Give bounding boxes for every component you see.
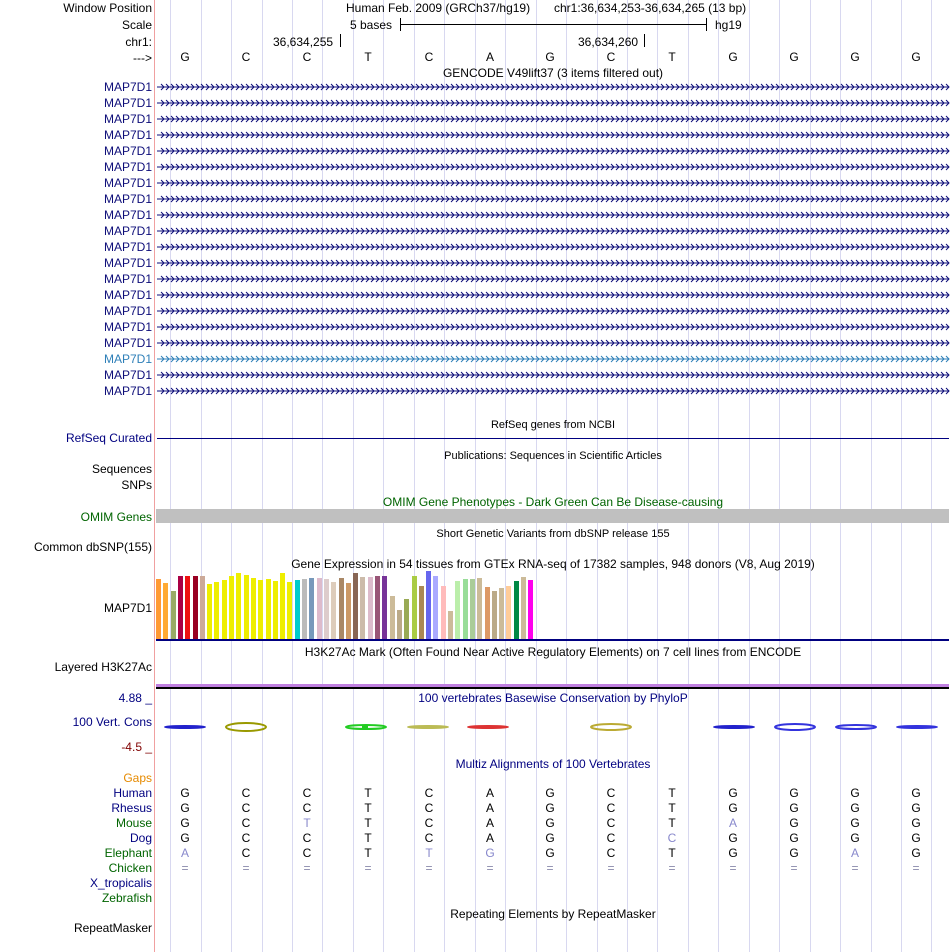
position-text: chr1:36,634,253-36,634,265 (13 bp)	[554, 1, 747, 15]
gencode-item-label[interactable]: MAP7D1	[103, 368, 152, 382]
gencode-item-label[interactable]: MAP7D1	[103, 144, 152, 158]
gencode-item-label[interactable]: MAP7D1	[103, 96, 152, 110]
alignment-base: C	[606, 801, 616, 815]
sequence-base: C	[302, 50, 312, 64]
alignment-base: G	[789, 801, 799, 815]
alignment-base: =	[425, 861, 433, 875]
gencode-item-label[interactable]: MAP7D1	[103, 336, 152, 350]
phylop-score-mark[interactable]	[226, 723, 266, 731]
alignment-base: T	[364, 846, 372, 860]
db-text: hg19	[715, 18, 742, 32]
alignment-base: C	[424, 816, 434, 830]
gencode-item-label[interactable]: MAP7D1	[103, 288, 152, 302]
assembly-text: Human Feb. 2009 (GRCh37/hg19)	[346, 1, 531, 15]
gencode-item-label[interactable]: MAP7D1	[103, 160, 152, 174]
alignment-base: C	[302, 831, 312, 845]
alignment-base: G	[180, 816, 190, 830]
phylop-score-mark[interactable]	[775, 724, 815, 730]
alignment-base: G	[545, 816, 555, 830]
alignment-base: G	[180, 786, 190, 800]
alignment-base: G	[485, 846, 495, 860]
phylop-score-mark[interactable]	[165, 726, 205, 728]
phylop-score-mark[interactable]	[362, 725, 368, 729]
alignment-base: G	[850, 816, 860, 830]
gencode-item-label[interactable]: MAP7D1	[103, 240, 152, 254]
coord-left: 36,634,255	[273, 35, 334, 49]
alignment-base: =	[912, 861, 920, 875]
alignment-base: T	[364, 801, 372, 815]
phylop-title[interactable]: 100 vertebrates Basewise Conservation by PhyloP	[418, 691, 688, 705]
sequence-base: G	[728, 50, 738, 64]
alignment-base: C	[302, 801, 312, 815]
alignment-base: A	[485, 831, 494, 845]
alignment-base: G	[545, 831, 555, 845]
alignment-base: T	[364, 816, 372, 830]
scale-label: Scale	[121, 18, 152, 32]
alignment-base: =	[607, 861, 615, 875]
alignment-base: =	[851, 861, 859, 875]
phylop-score-mark[interactable]	[468, 726, 508, 728]
alignment-base: T	[364, 831, 372, 845]
alignment-base: C	[241, 801, 251, 815]
alignment-base: G	[789, 846, 799, 860]
alignment-base: C	[667, 831, 677, 845]
gencode-item-label[interactable]: MAP7D1	[103, 352, 152, 366]
alignment-base: =	[668, 861, 676, 875]
sequence-base: T	[668, 50, 676, 64]
alignment-base: A	[485, 801, 494, 815]
refseq-title[interactable]: RefSeq genes from NCBI	[490, 419, 616, 431]
h3k27ac-title[interactable]: H3K27Ac Mark (Often Found Near Active Regulatory Elements) on 7 cell lines from ENCODE	[304, 645, 802, 659]
sequence-base: G	[850, 50, 860, 64]
dbsnp-label[interactable]: Common dbSNP(155)	[33, 540, 152, 554]
phylop-score-mark[interactable]	[714, 726, 754, 728]
window-position-label: Window Position	[63, 1, 152, 15]
sequence-base: C	[424, 50, 434, 64]
strand-label: --->	[133, 51, 152, 65]
alignment-base: T	[668, 786, 676, 800]
publications-label[interactable]: Sequences	[91, 462, 152, 476]
multiz-title[interactable]: Multiz Alignments of 100 Vertebrates	[455, 757, 651, 771]
phylop-min-label: -4.5 _	[121, 740, 152, 754]
gencode-item-label[interactable]: MAP7D1	[103, 224, 152, 238]
alignment-base: A	[850, 846, 859, 860]
sequence-base: G	[911, 50, 921, 64]
gencode-item-label[interactable]: MAP7D1	[103, 384, 152, 398]
phylop-label[interactable]: 100 Vert. Cons	[72, 715, 152, 729]
dbsnp-title[interactable]: Short Genetic Variants from dbSNP release 155	[436, 528, 670, 540]
alignment-base: C	[606, 831, 616, 845]
alignment-base: =	[729, 861, 737, 875]
alignment-base: A	[180, 846, 189, 860]
alignment-base: C	[424, 831, 434, 845]
alignment-base: C	[241, 816, 251, 830]
alignment-base: =	[181, 861, 189, 875]
species-label[interactable]: Human	[113, 786, 152, 800]
gencode-item-label[interactable]: MAP7D1	[103, 80, 152, 94]
alignment-base: T	[668, 801, 676, 815]
alignment-base: G	[911, 831, 921, 845]
alignment-base: G	[180, 831, 190, 845]
alignment-base: T	[668, 816, 676, 830]
gencode-item-label[interactable]: MAP7D1	[103, 128, 152, 142]
alignment-base: T	[425, 846, 433, 860]
alignment-base: T	[668, 846, 676, 860]
alignment-base: G	[911, 801, 921, 815]
publications-title[interactable]: Publications: Sequences in Scientific Articles	[444, 450, 662, 462]
refseq-label[interactable]: RefSeq Curated	[65, 431, 152, 445]
alignment-base: =	[303, 861, 311, 875]
alignment-base: C	[302, 786, 312, 800]
gtex-title[interactable]: Gene Expression in 54 tissues from GTEx RNA-seq of 17382 samples, 948 donors (V8, Aug 2019)	[291, 557, 815, 571]
species-label[interactable]: Dog	[129, 831, 152, 845]
species-label[interactable]: Rhesus	[111, 801, 152, 815]
alignment-base: =	[242, 861, 250, 875]
phylop-score-mark[interactable]	[408, 726, 448, 728]
coord-right: 36,634,260	[578, 35, 639, 49]
sequence-base: T	[364, 50, 372, 64]
alignment-base: C	[424, 786, 434, 800]
gencode-item-label[interactable]: MAP7D1	[103, 320, 152, 334]
h3k27ac-label[interactable]: Layered H3K27Ac	[54, 660, 152, 674]
gencode-item-label[interactable]: MAP7D1	[103, 112, 152, 126]
alignment-base: C	[606, 816, 616, 830]
alignment-base: G	[728, 801, 738, 815]
alignment-base: =	[790, 861, 798, 875]
omim-label[interactable]: OMIM Genes	[80, 510, 152, 524]
alignment-base: A	[728, 816, 737, 830]
species-label[interactable]: Zebrafish	[101, 891, 152, 905]
omim-title[interactable]: OMIM Gene Phenotypes - Dark Green Can Be Disease-causing	[382, 495, 724, 509]
alignment-base: C	[606, 846, 616, 860]
alignment-base: T	[364, 786, 372, 800]
alignment-base: G	[789, 786, 799, 800]
species-label[interactable]: Mouse	[115, 816, 152, 830]
alignment-base: C	[241, 846, 251, 860]
alignment-base: C	[241, 831, 251, 845]
gaps-label[interactable]: Gaps	[123, 771, 152, 785]
alignment-base: =	[486, 861, 494, 875]
alignment-base: G	[850, 786, 860, 800]
alignment-base: G	[850, 801, 860, 815]
alignment-base: G	[789, 816, 799, 830]
alignment-base: G	[850, 831, 860, 845]
gencode-item-label[interactable]: MAP7D1	[103, 256, 152, 270]
gencode-item-label[interactable]: MAP7D1	[103, 304, 152, 318]
sequence-base: C	[241, 50, 251, 64]
chrom-label: chr1:	[125, 35, 152, 49]
alignment-base: G	[911, 846, 921, 860]
alignment-base: A	[485, 816, 494, 830]
species-label[interactable]: Chicken	[108, 861, 152, 875]
alignment-base: C	[424, 801, 434, 815]
alignment-base: G	[545, 786, 555, 800]
alignment-base: A	[485, 786, 494, 800]
alignment-base: G	[728, 846, 738, 860]
phylop-score-mark[interactable]	[897, 726, 937, 728]
alignment-base: G	[789, 831, 799, 845]
gencode-item-label[interactable]: MAP7D1	[103, 192, 152, 206]
gencode-title[interactable]: GENCODE V49lift37 (3 items filtered out)	[442, 66, 664, 80]
alignment-base: C	[606, 786, 616, 800]
gencode-item-label[interactable]: MAP7D1	[103, 272, 152, 286]
sequence-base: G	[180, 50, 190, 64]
repeatmasker-title[interactable]: Repeating Elements by RepeatMasker	[450, 907, 656, 921]
alignment-base: G	[180, 801, 190, 815]
alignment-base: G	[728, 831, 738, 845]
sequence-base: C	[606, 50, 616, 64]
species-label[interactable]: X_tropicalis	[89, 876, 152, 890]
alignment-base: G	[545, 801, 555, 815]
alignment-base: G	[545, 846, 555, 860]
species-label[interactable]: Elephant	[104, 846, 152, 860]
phylop-score-mark[interactable]	[836, 725, 876, 729]
alignment-base: C	[302, 846, 312, 860]
sequence-base: G	[545, 50, 555, 64]
phylop-max-label: 4.88 _	[118, 691, 152, 705]
sequence-base: G	[789, 50, 799, 64]
gencode-item-label[interactable]: MAP7D1	[103, 208, 152, 222]
alignment-base: G	[911, 786, 921, 800]
alignment-base: =	[546, 861, 554, 875]
alignment-base: G	[728, 786, 738, 800]
snps-label[interactable]: SNPs	[121, 478, 152, 492]
alignment-base: =	[364, 861, 372, 875]
alignment-base: T	[303, 816, 311, 830]
alignment-base: G	[911, 816, 921, 830]
alignment-base: C	[241, 786, 251, 800]
scale-text: 5 bases	[350, 18, 393, 32]
phylop-score-mark[interactable]	[591, 724, 631, 730]
repeatmasker-label[interactable]: RepeatMasker	[73, 921, 152, 935]
gtex-label[interactable]: MAP7D1	[103, 601, 152, 615]
sequence-base: A	[485, 50, 494, 64]
gencode-item-label[interactable]: MAP7D1	[103, 176, 152, 190]
